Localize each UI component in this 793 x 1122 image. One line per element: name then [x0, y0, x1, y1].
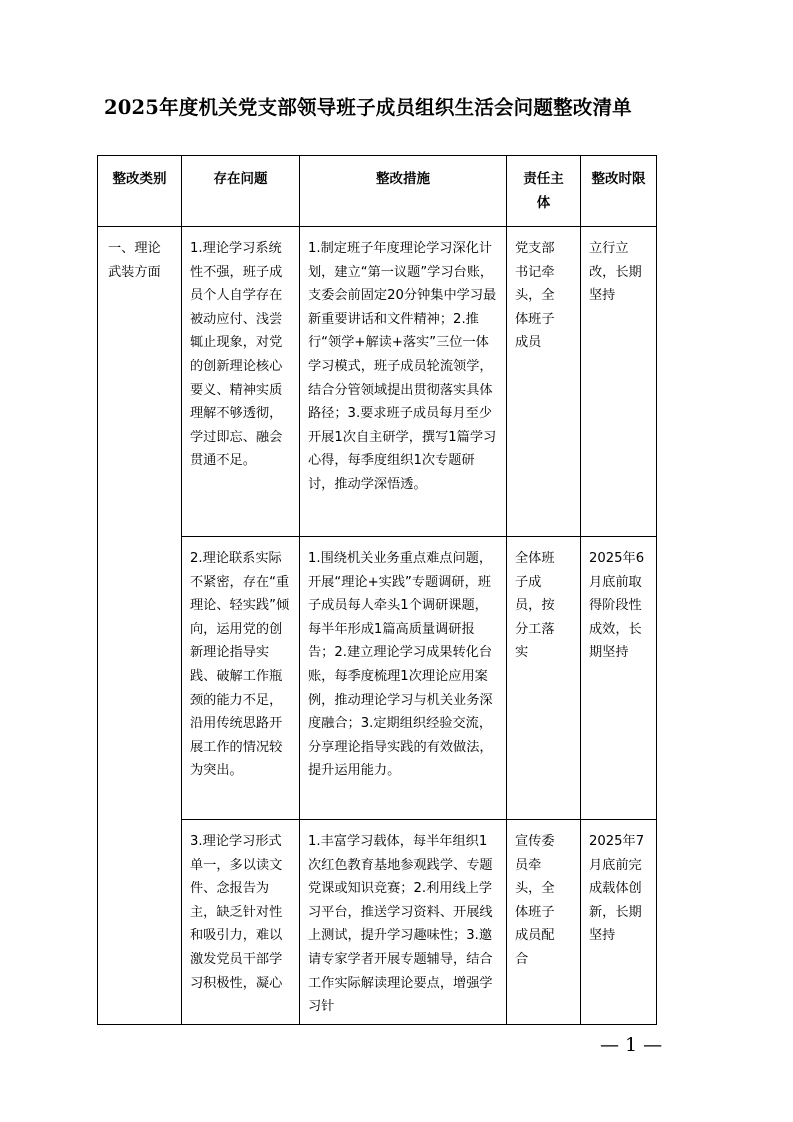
page-number: — 1 — [600, 1034, 663, 1056]
measures-cell [300, 820, 507, 1025]
problem-cell [182, 820, 300, 1025]
problem-cell [182, 537, 300, 820]
owner-cell [507, 537, 581, 820]
header-problem [182, 156, 300, 227]
deadline-cell [581, 537, 657, 820]
measures-cell [300, 537, 507, 820]
problem-text: 2.理论联系实际不紧密，存在“重理论、轻实践”倾向，运用党的创新理论指导实践、破解工作瓶颈的能力不足，沿用传统思路开展工作的情况较为突出。 [190, 551, 290, 779]
header-problem-label: 存在问题 [213, 171, 268, 187]
table-row [98, 227, 657, 537]
header-owner-label: 责任主体 [523, 171, 564, 211]
table-row [98, 820, 657, 1025]
document-title: 2025年度机关党支部领导班子成员组织生活会问题整改清单 [104, 96, 632, 119]
owner-text: 宣传委员牵头，全体班子成员配合 [515, 834, 555, 967]
header-owner [507, 156, 581, 227]
deadline-cell [581, 820, 657, 1025]
problem-text: 1.理论学习系统性不强，班子成员个人自学存在被动应付、浅尝辄止现象，对党的创新理论核心要义、精神实质理解不够透彻，学过即忘、融会贯通不足。 [190, 241, 283, 469]
header-measures-label: 整改措施 [376, 171, 430, 187]
measures-cell [300, 227, 507, 537]
header-deadline-label: 整改时限 [591, 171, 646, 187]
table-header-row [98, 156, 657, 227]
owner-text: 党支部书记牵头，全体班子成员 [515, 241, 555, 351]
problem-text: 3.理论学习形式单一，多以读文件、念报告为主，缺乏针对性和吸引力，难以激发党员干部学习积极性，凝心 [190, 834, 283, 991]
owner-cell [507, 820, 581, 1025]
deadline-text: 2025年7月底前完成载体创新，长期坚持 [589, 834, 645, 944]
header-deadline [581, 156, 657, 227]
header-measures [300, 156, 507, 227]
table-row [98, 537, 657, 820]
header-category-label: 整改类别 [112, 171, 167, 187]
measures-text: 1.制定班子年度理论学习深化计划，建立“第一议题”学习台账，支委会前固定20分钟集中学习最新重要讲话和文件精神；2.推行“领学+解读+落实”三位一体学习模式，班子成员轮流领学，结合分管领域提出贯彻落实具体路径；3.要求班子成员每月至少开展1次自主研学，撰写1篇学习心得，每季度组织1次专题研讨，推动学深悟透。 [308, 241, 497, 492]
deadline-text: 立行立改，长期坚持 [589, 241, 642, 304]
measures-text: 1.丰富学习载体，每半年组织1次红色教育基地参观践学、专题党课或知识竞赛；2.利用线上学习平台，推送学习资料、开展线上测试，提升学习趣味性；3.邀请专家学者开展专题辅导，结合工作实际解读理论要点，增强学习针 [308, 834, 493, 1015]
owner-text: 全体班子成员，按分工落实 [515, 551, 555, 661]
deadline-cell [581, 227, 657, 537]
category-cell [98, 227, 182, 1025]
measures-text: 1.围绕机关业务重点难点问题，开展“理论+实践”专题调研，班子成员每人牵头1个调研课题，每半年形成1篇高质量调研报告；2.建立理论学习成果转化台账，每季度梳理1次理论应用案例，推动理论学习与机关业务深度融合；3.定期组织经验交流，分享理论指导实践的有效做法，提升运用能力。 [308, 551, 493, 779]
owner-cell [507, 227, 581, 537]
rectification-table [97, 155, 657, 1025]
deadline-text: 2025年6月底前取得阶段性成效，长期坚持 [589, 551, 645, 661]
category-text: 一、理论武装方面 [108, 241, 161, 280]
problem-cell [182, 227, 300, 537]
header-category [98, 156, 182, 227]
